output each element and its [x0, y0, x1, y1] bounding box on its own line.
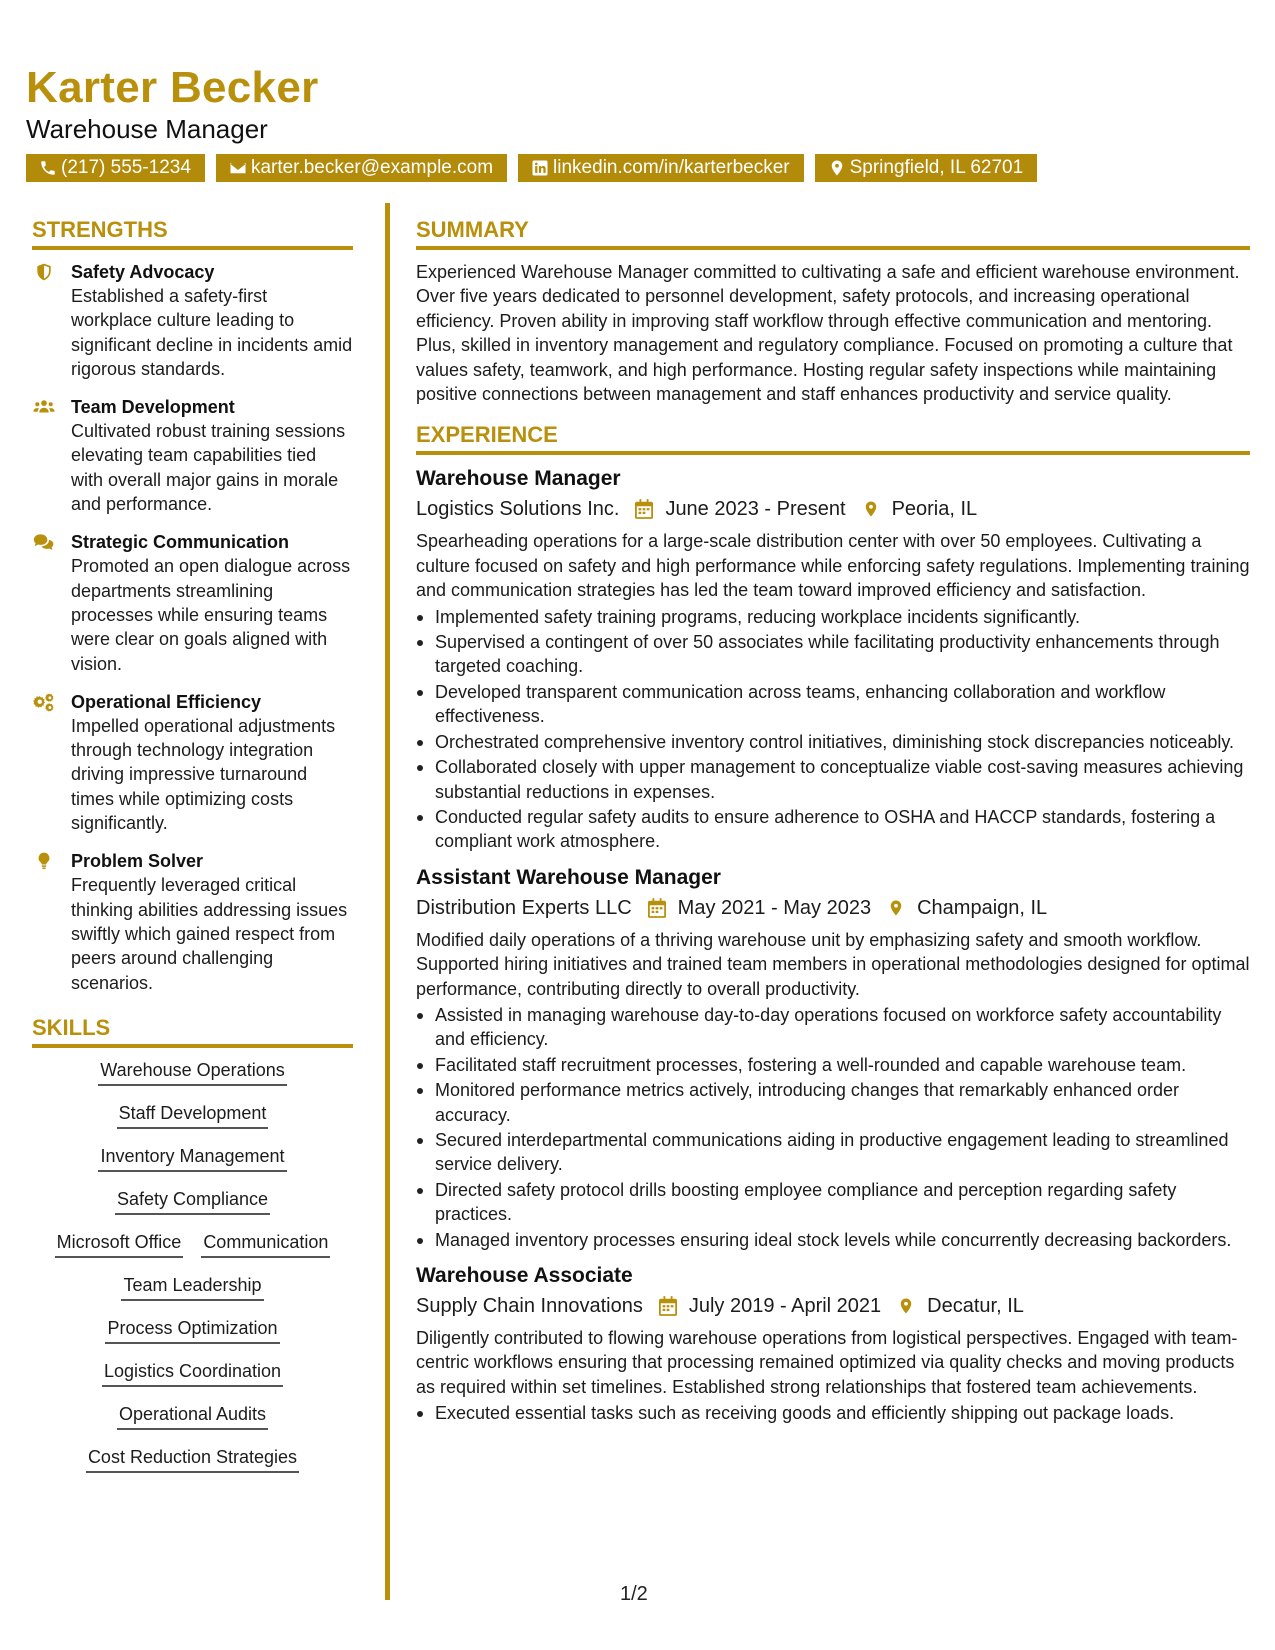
strength-desc: Promoted an open dialogue across departments streamlining processes while ensuring teams were clear on goals aligned with vision.	[71, 556, 351, 674]
strength-desc: Frequently leveraged critical thinking abilities addressing issues swiftly which gained respect from peers around challenging scenarios.	[71, 875, 348, 993]
envelope-icon	[228, 158, 248, 178]
page-number: 1/2	[620, 1583, 648, 1605]
job-company: Distribution Experts LLC	[416, 896, 632, 919]
strength-desc: Impelled operational adjustments through technology integration driving impressive turnaround times while optimizing costs significantly.	[71, 715, 336, 834]
job-title: Warehouse Associate	[416, 1264, 633, 1287]
skills-list	[32, 1058, 353, 1473]
contact-bar	[26, 154, 1249, 182]
calendar-icon	[646, 897, 668, 919]
job-description: Spearheading operations for a large-scale distribution center with over 50 employees. Cultivating a culture focused on safety and high performance while enforcing safety regulations. Implementing training and communication strategies has led the team toward improved efficiency and satisfaction.	[416, 531, 1250, 601]
job-bullets	[416, 1401, 1250, 1425]
skill-tag: Logistics Coordination	[102, 1359, 283, 1387]
contact-email[interactable]	[216, 154, 507, 182]
job-bullets	[416, 1003, 1250, 1252]
job-bullet: Executed essential tasks such as receiving goods and efficiently shipping out package loads.	[416, 1401, 1250, 1425]
job-bullets	[416, 605, 1250, 854]
lightbulb-icon	[32, 851, 56, 871]
skill-tag: Team Leadership	[121, 1273, 263, 1301]
map-pin-icon	[885, 897, 907, 919]
job-bullet: Monitored performance metrics actively, introducing changes that remarkably enhanced order accuracy.	[416, 1078, 1250, 1127]
job-meta	[416, 1290, 1250, 1322]
job-bullet: Orchestrated comprehensive inventory control initiatives, diminishing stock discrepancies noticeably.	[416, 730, 1250, 754]
strength-item	[32, 530, 353, 675]
contact-phone-text: (217) 555-1234	[61, 157, 191, 178]
left-column	[32, 215, 353, 1488]
candidate-name: Karter Becker	[26, 63, 319, 112]
skill-tag: Process Optimization	[105, 1316, 279, 1344]
job-entry	[416, 1262, 1250, 1426]
job-location: Decatur, IL	[927, 1295, 1024, 1317]
job-entry	[416, 864, 1250, 1252]
map-pin-icon	[895, 1295, 917, 1317]
contact-location[interactable]	[815, 154, 1038, 182]
job-bullet: Supervised a contingent of over 50 associates while facilitating productivity enhancements through targeted coaching.	[416, 630, 1250, 679]
job-company: Logistics Solutions Inc.	[416, 498, 620, 521]
job-title: Warehouse Manager	[416, 467, 621, 491]
linkedin-icon	[530, 158, 550, 178]
strength-title: Team Development	[71, 397, 235, 418]
job-bullet: Developed transparent communication across teams, enhancing collaboration and workflow effectiveness.	[416, 680, 1250, 729]
job-entry	[416, 465, 1250, 853]
skill-tag: Microsoft Office	[55, 1230, 184, 1258]
skill-tag: Warehouse Operations	[98, 1058, 286, 1086]
strengths-heading: STRENGTHS	[32, 215, 353, 250]
map-pin-icon	[860, 498, 882, 520]
skills-heading: SKILLS	[32, 1013, 353, 1048]
phone-icon	[38, 158, 58, 178]
job-bullet: Managed inventory processes ensuring ideal stock levels while concurrently decreasing backorders.	[416, 1228, 1250, 1252]
strength-title: Safety Advocacy	[71, 262, 215, 282]
skill-tag: Safety Compliance	[115, 1187, 270, 1215]
skill-tag: Staff Development	[117, 1101, 269, 1129]
calendar-icon	[633, 498, 655, 520]
strength-item	[32, 690, 353, 835]
comments-icon	[32, 532, 56, 552]
job-meta	[416, 892, 1250, 924]
job-dates: May 2021 - May 2023	[677, 896, 872, 919]
strength-title: Problem Solver	[71, 851, 204, 872]
contact-linkedin[interactable]	[518, 154, 804, 182]
job-title: Assistant Warehouse Manager	[416, 865, 721, 889]
shield-icon	[32, 262, 56, 282]
strength-desc: Cultivated robust training sessions elevating team capabilities tied with overall major gains in morale and performance.	[71, 421, 346, 515]
skill-tag: Inventory Management	[98, 1144, 286, 1172]
column-divider	[385, 203, 390, 1600]
strength-desc: Established a safety-first workplace culture leading to significant decline in incidents amid rigorous standards.	[71, 286, 353, 379]
map-pin-icon	[827, 158, 847, 178]
strength-title: Operational Efficiency	[71, 691, 262, 712]
job-bullet: Secured interdepartmental communications aiding in productive engagement leading to streamlined service delivery.	[416, 1128, 1250, 1177]
resume-header	[26, 58, 1249, 182]
contact-linkedin-text: linkedin.com/in/karterbecker	[553, 157, 790, 178]
job-bullet: Assisted in managing warehouse day-to-day operations focused on workforce safety accountability and efficiency.	[416, 1003, 1250, 1052]
skill-tag: Communication	[201, 1230, 330, 1258]
contact-email-text: karter.becker@example.com	[250, 157, 494, 178]
job-meta	[416, 493, 1250, 525]
users-icon	[32, 397, 56, 417]
job-bullet: Facilitated staff recruitment processes, fostering a well-rounded and capable warehouse team.	[416, 1053, 1250, 1077]
job-description: Modified daily operations of a thriving warehouse unit by emphasizing safety and smooth workflow. Supported hiring initiatives and trained team members in operational methodologies designed for optimal performance, contributing directly to overall productivity.	[416, 929, 1250, 999]
summary-heading: SUMMARY	[416, 215, 1250, 250]
job-description: Diligently contributed to flowing warehouse operations from logistical perspectives. Engaged with team-centric workflows ensuring that processing remained optimized via quality checks and moving products as required within set timelines. Established strong relationships that fostered team achievements.	[416, 1328, 1238, 1397]
skill-tag: Operational Audits	[117, 1402, 268, 1430]
job-bullet: Implemented safety training programs, reducing workplace incidents significantly.	[416, 605, 1250, 629]
skill-tag: Cost Reduction Strategies	[86, 1445, 299, 1473]
strength-item	[32, 849, 353, 994]
strength-title: Strategic Communication	[71, 532, 290, 553]
contact-phone[interactable]	[26, 154, 205, 182]
job-bullet: Directed safety protocol drills boosting employee compliance and perception regarding safety practices.	[416, 1178, 1250, 1227]
summary-text: Experienced Warehouse Manager committed to cultivating a safe and efficient warehouse environment. Over five years dedicated to personnel development, safety protocols, and increasing operational efficiency. Proven ability in improving staff workflow through effective communication and mentoring. Plus, skilled in inventory management and regulatory compliance. Focused on promoting a culture that values safety, teamwork, and high performance. Hosting regular safety inspections while maintaining positive connections between management and staff enhances productivity and service quality.	[416, 262, 1240, 405]
cogs-icon	[32, 692, 56, 712]
right-column	[416, 215, 1250, 1436]
job-location: Peoria, IL	[891, 498, 978, 521]
job-company: Supply Chain Innovations	[416, 1295, 643, 1317]
job-dates: June 2023 - Present	[665, 498, 846, 521]
calendar-icon	[657, 1295, 679, 1317]
contact-location-text: Springfield, IL 62701	[849, 157, 1024, 178]
strength-item	[32, 395, 353, 516]
job-location: Champaign, IL	[917, 896, 1048, 919]
strength-item	[32, 260, 353, 381]
job-dates: July 2019 - April 2021	[688, 1295, 882, 1317]
candidate-role: Warehouse Manager	[26, 114, 268, 144]
job-bullet: Collaborated closely with upper management to conceptualize viable cost-saving measures achieving substantial reductions in expenses.	[416, 755, 1250, 804]
job-bullet: Conducted regular safety audits to ensure adherence to OSHA and HACCP standards, fostering a compliant work atmosphere.	[416, 805, 1250, 854]
experience-heading: EXPERIENCE	[416, 420, 1250, 455]
